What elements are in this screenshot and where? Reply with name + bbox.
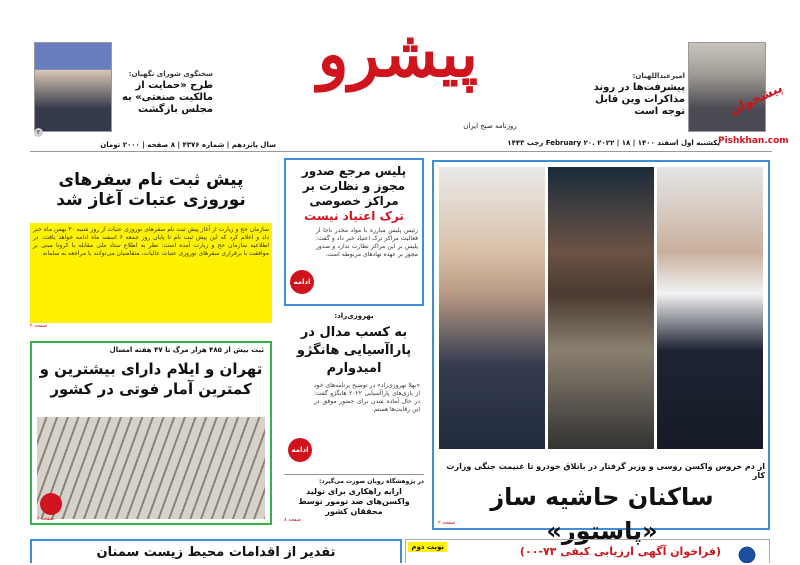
story-sport-kicker: بهروزی‌راد: xyxy=(334,312,374,320)
story-police-read-more-button[interactable]: ادامه xyxy=(290,270,314,294)
bottom-right-headline: (فراخوان آگهی ارزیابی کیفی ۷۳-۰۰) xyxy=(519,545,721,558)
teaser-photo-right xyxy=(688,42,766,132)
story-travel-body: سازمان حج و زیارت از آغاز پیش ثبت نام سفرهای نوروزی عتبات از روز شنبه ۳۰ بهمن ماه خبر داد و اعلام کرد که این پیش ثبت نام تا پایان روز جمعه ۶ اسفند ماه ادامه خواهد یافت. در اطلاعیه سازمان حج و زیارت آمده است: نظر به اطلاع ستاد ملی مقابله با کرونا مبنی بر موافقت با برقراری سفرهای نوروزی عتبات عالیات، متقاضیان می‌توانند با مراجعه به سامانه xyxy=(30,223,272,323)
story-sport-body: «بهلا بهروزی‌راد» در توضیح برنامه‌های خود از بازی‌های پاراآسیایی ۲۰۲۲ هانگژو گفت: در حال آماده شدن برای حضور موفق در این رقابت‌ها هستم. xyxy=(314,382,420,413)
watermark-logo: پیشخوان xyxy=(727,80,786,119)
story-police-headline: پلیس مرجع صدور مجوز و نظارت بر مراکز خصوصی xyxy=(301,164,407,208)
company-logo-icon xyxy=(733,543,761,563)
story-research-kicker: در پژوهشگاه رویان صورت می‌گیرد: xyxy=(319,478,424,485)
lead-photo-3 xyxy=(657,167,763,449)
story-travel xyxy=(30,165,272,337)
story-police-frame xyxy=(284,158,424,306)
lead-photo-2 xyxy=(548,167,654,449)
issue-line: سال پانزدهم | شماره ۴۳۷۶ | ۸ صفحه | ۲۰۰۰ تومان xyxy=(100,141,276,149)
lead-story-frame xyxy=(432,160,770,545)
story-deaths-kicker: ثبت بیش از ۴۸۵ هزار مرگ تا ۴۷ هفته امسال xyxy=(109,346,264,354)
teaser-right-kicker: امیرعبداللهیان: xyxy=(632,72,685,80)
story-police-body: رئیس پلیس مبارزه با مواد مخدر ناجا از فعالیت مراکز ترک اعتیاد خبر داد و گفت: پلیس بر این مراکز نظارت ندارد و صدور مجوز بر عهده نهادهای مربوطه است. xyxy=(316,227,418,258)
story-research-headline: ارایه راهکاری برای تولید واکسن‌های ضد تومور توسط محققان کشور xyxy=(298,487,410,516)
teaser-left-headline: طرح «حمایت از مالکیت صنعتی» به مجلس بازگشت xyxy=(121,80,213,115)
bottom-left-headline: تقدیر از اقدامات محیط زیست سمنان xyxy=(96,545,336,560)
story-travel-headline: پیش ثبت نام سفرهای نوروزی عتبات آغاز شد xyxy=(56,170,246,210)
masthead xyxy=(0,0,800,155)
teaser-left-text xyxy=(118,70,213,116)
story-deaths-photo xyxy=(37,417,265,519)
story-sport xyxy=(284,312,424,470)
newspaper-logo: پیشرو xyxy=(317,17,478,92)
story-research xyxy=(284,474,424,530)
story-sport-headline: به کسب مدال در پاراآسیایی هانگژو امیدوارم xyxy=(296,325,412,376)
lead-story-page-ref: صفحه ۲ xyxy=(438,520,455,526)
date-line: یکشنبه اول اسفند ۱۴۰۰ | February ۲۰. ۲۰۲۲ | ۱۸ رجب ۱۴۴۳ xyxy=(507,139,720,147)
watermark-url: Pishkhan.com xyxy=(718,136,789,146)
teaser-photo-left xyxy=(34,42,112,132)
story-sport-read-more-button[interactable]: ادامه xyxy=(288,438,312,462)
bottom-left-ad xyxy=(30,539,402,563)
newspaper-tagline: روزنامه صبح ایران xyxy=(463,122,517,130)
story-deaths-read-more-icon[interactable] xyxy=(40,493,62,515)
story-deaths-page-ref: صفحه ۶ xyxy=(37,516,54,522)
lead-story-headline: ساکنان حاشیه ساز «پاستور» xyxy=(490,483,714,545)
story-deaths-frame xyxy=(30,341,272,525)
masthead-rule xyxy=(30,151,772,152)
story-police-headline-red: ترک اعتیاد نیست xyxy=(304,209,404,223)
bottom-right-ad xyxy=(405,539,770,563)
teaser-left-kicker: سخنگوی شورای نگهبان: xyxy=(128,70,213,78)
lead-story-kicker: از دم خروس واکسن روسی و وزیر گرفتار در باتلاق خودرو تا غنیمت جنگی وزارت کار xyxy=(446,462,765,480)
story-deaths-headline: تهران و ایلام دارای بیشترین و کمترین آمار فوتی در کشور xyxy=(39,360,263,398)
bottom-right-tag: نوبت دوم xyxy=(408,542,447,552)
story-research-page-ref: صفحه ۸ xyxy=(284,517,301,523)
lead-photo-1 xyxy=(439,167,545,449)
story-travel-page-ref: صفحه ۲ xyxy=(30,323,47,329)
teaser-right-text xyxy=(570,72,685,118)
teaser-right-headline: پیشرفت‌ها در روند مذاکرات وین قابل توجه است xyxy=(593,82,685,117)
teaser-left-page-ref: ۲ xyxy=(34,128,43,137)
